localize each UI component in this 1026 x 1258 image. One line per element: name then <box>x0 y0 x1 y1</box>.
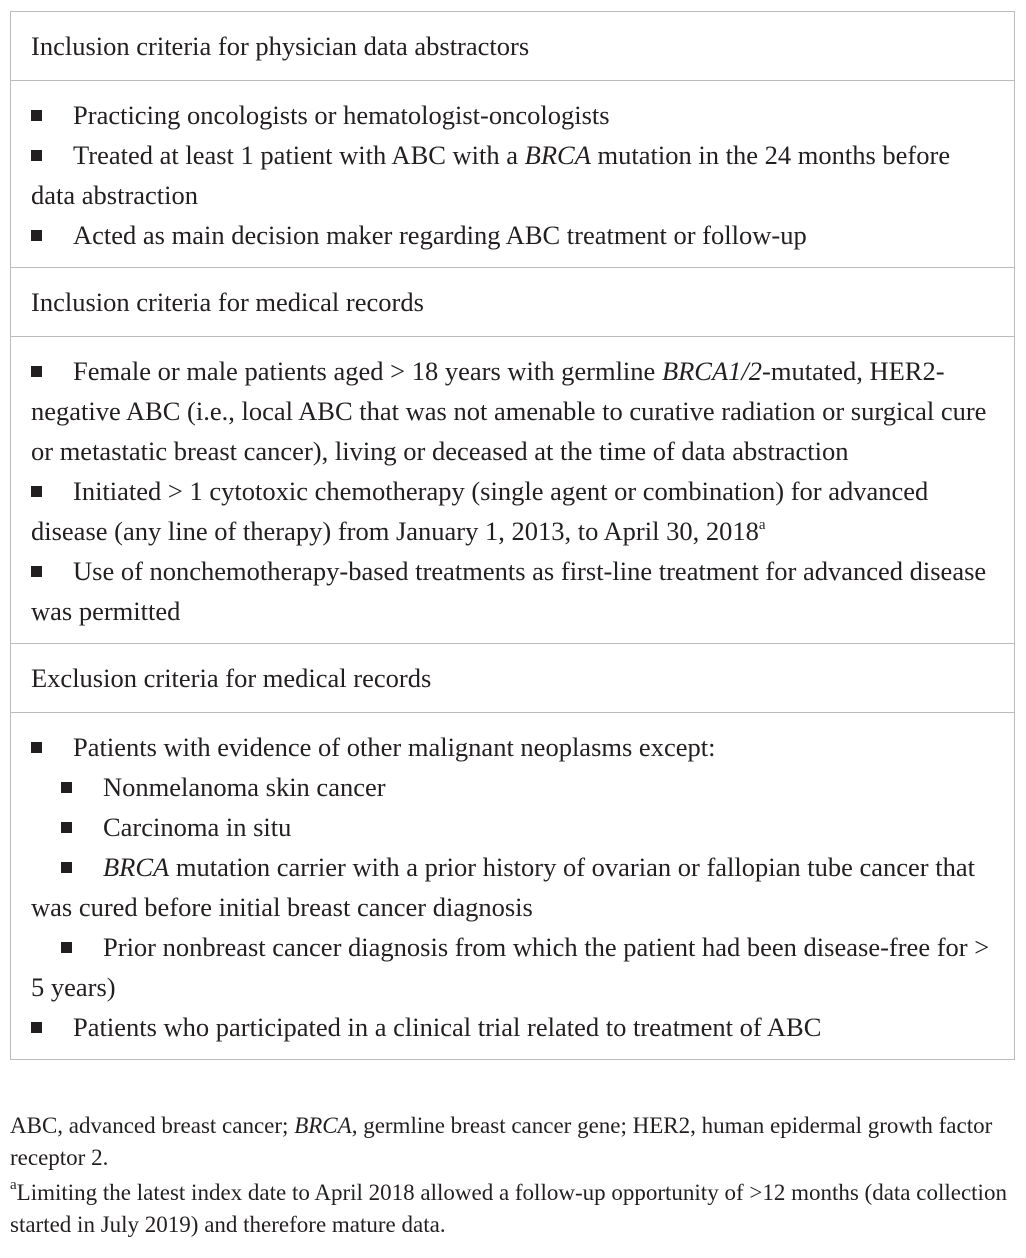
square-bullet-icon <box>31 366 42 377</box>
sub-list-item: Prior nonbreast cancer diagnosis from which the patient had been disease-free for > 5 years) <box>31 932 990 1002</box>
square-bullet-icon <box>31 1022 42 1033</box>
list-item: Acted as main decision maker regarding ABC treatment or follow-up <box>31 215 994 255</box>
section-header-records-exclusion <box>11 644 1014 713</box>
sub-list-item: Nonmelanoma skin cancer <box>31 767 994 807</box>
square-bullet-icon <box>31 566 42 577</box>
criteria-table <box>10 11 1015 1060</box>
list-item: Patients with evidence of other malignant neoplasms except: <box>31 727 994 767</box>
square-bullet-icon <box>61 822 72 833</box>
section-body-physician-inclusion <box>11 81 1014 268</box>
section-header-text: Exclusion criteria for medical records <box>31 663 432 693</box>
section-header-records-inclusion <box>11 268 1014 337</box>
square-bullet-icon <box>61 942 72 953</box>
square-bullet-icon <box>61 782 72 793</box>
square-bullet-icon <box>31 486 42 497</box>
square-bullet-icon <box>31 110 42 121</box>
section-body-records-inclusion <box>11 337 1014 644</box>
footnote-a: $^a$Limiting the latest index date to April 2018 allowed a follow-up opportunity of >12 months (data collection started in July 2019) and therefore mature data. <box>10 1177 1007 1237</box>
sub-list-item: BRCA mutation carrier with a prior history of ovarian or fallopian tube cancer that was cured before initial breast cancer diagnosis <box>31 852 975 922</box>
list-item: Initiated > 1 cytotoxic chemotherapy (single agent or combination) for advanced disease (any line of therapy) from January 1, 2013, to April 30, 2018$^a$ <box>31 476 929 546</box>
footnote-marker: a <box>758 517 766 533</box>
section-header-text: Inclusion criteria for medical records <box>31 287 424 317</box>
square-bullet-icon <box>31 230 42 241</box>
section-header-text: Inclusion criteria for physician data abstractors <box>31 31 530 61</box>
list-item: Treated at least 1 patient with ABC with a BRCA mutation in the 24 months before data abstraction <box>31 140 951 210</box>
table-footnotes <box>10 1110 1020 1241</box>
square-bullet-icon <box>31 742 42 753</box>
abbreviations-note: ABC, advanced breast cancer; BRCA, germline breast cancer gene; HER2, human epidermal growth factor receptor 2. <box>10 1113 993 1170</box>
square-bullet-icon <box>61 862 72 873</box>
section-header-physician-inclusion <box>11 12 1014 81</box>
list-item: Patients who participated in a clinical trial related to treatment of ABC <box>31 1007 994 1047</box>
footnote-marker: a <box>10 1177 17 1193</box>
section-body-records-exclusion <box>11 713 1014 1059</box>
list-item: Female or male patients aged > 18 years with germline BRCA1/2-mutated, HER2-negative ABC (i.e., local ABC that was not amenable to curative radiation or surgical cure or metastatic breast cancer), living or deceased at the time of data abstraction <box>31 356 987 466</box>
list-item: Practicing oncologists or hematologist-oncologists <box>31 95 994 135</box>
sub-list-item: Carcinoma in situ <box>31 807 994 847</box>
square-bullet-icon <box>31 150 42 161</box>
list-item: Use of nonchemotherapy-based treatments as first-line treatment for advanced disease was permitted <box>31 556 987 626</box>
